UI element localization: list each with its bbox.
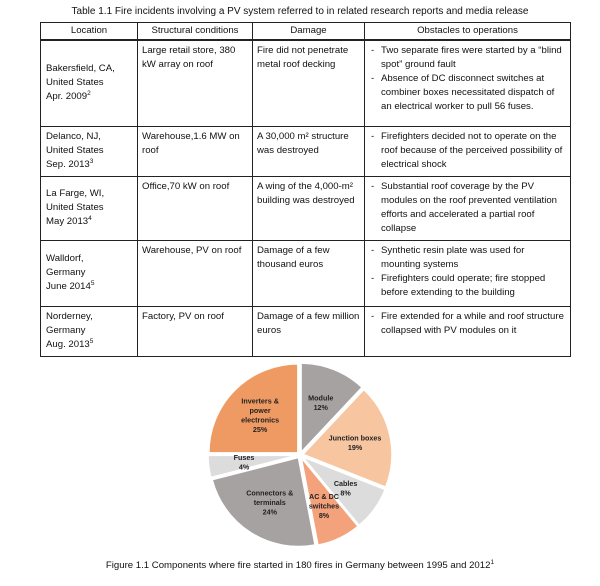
structure-cell: Large retail store, 380 kW array on roof bbox=[138, 40, 253, 126]
column-header-obstacles: Obstacles to operations bbox=[365, 23, 571, 41]
obstacles-cell bbox=[365, 176, 571, 240]
slice-value: 4% bbox=[238, 462, 250, 472]
slice-label-line: Fuses bbox=[233, 452, 255, 462]
location-cell bbox=[41, 306, 138, 356]
obstacles-cell bbox=[365, 306, 571, 356]
obstacle-item: - Two separate fires were started by a “blind spot” ground fault bbox=[369, 44, 566, 72]
location-line: La Farge, WI, bbox=[46, 188, 105, 199]
damage-cell: A wing of the 4,000-m² building was destroyed bbox=[253, 176, 365, 240]
slice-value: 8% bbox=[340, 488, 351, 498]
slice-label-line: switches bbox=[308, 501, 340, 511]
reference-number: 4 bbox=[88, 214, 92, 222]
structure-cell: Factory, PV on roof bbox=[138, 306, 253, 356]
figure-caption-ref: 1 bbox=[490, 558, 495, 566]
reference-number: 5 bbox=[89, 337, 94, 345]
obstacle-item: - Fire extended for a while and roof structure collapsed with PV modules on it bbox=[369, 310, 566, 338]
location-line: Apr. 2009 bbox=[46, 91, 88, 103]
location-line: Walldorf, bbox=[46, 253, 84, 264]
table-row bbox=[41, 126, 571, 176]
slice-value: 8% bbox=[318, 511, 330, 521]
table-row bbox=[41, 176, 571, 240]
table-row bbox=[41, 40, 571, 126]
obstacle-item: - Absence of DC disconnect switches at combiner boxes necessitated dispatch of an electrical worker to pull 56 fuses. bbox=[369, 72, 566, 114]
location-line: United States bbox=[46, 145, 104, 156]
figure-caption bbox=[0, 560, 600, 571]
reference-number: 3 bbox=[89, 157, 94, 165]
slice-label-line: Cables bbox=[333, 478, 358, 488]
slice-label-line: Module bbox=[308, 393, 334, 403]
location-line: United States bbox=[46, 202, 104, 213]
location-cell bbox=[41, 176, 138, 240]
location-line: United States bbox=[46, 77, 104, 89]
structure-cell: Office,70 kW on roof bbox=[138, 176, 253, 240]
figure-caption-text: Figure 1.1 Components where fire started in 180 fires in Germany between 1995 and 2012 bbox=[105, 560, 491, 571]
slice-label-line: AC & DC bbox=[309, 492, 339, 502]
structure-cell: Warehouse, PV on roof bbox=[138, 240, 253, 306]
table-header-row bbox=[41, 23, 571, 41]
obstacles-cell bbox=[365, 240, 571, 306]
damage-cell: A 30,000 m² structure was destroyed bbox=[253, 126, 365, 176]
slice-label-line: power bbox=[249, 405, 271, 415]
location-line: Delanco, NJ, bbox=[46, 131, 101, 142]
obstacle-item: - Firefighters could operate; fire stopped before extending to the building bbox=[369, 272, 566, 300]
obstacles-cell bbox=[365, 40, 571, 126]
obstacle-item: - Synthetic resin plate was used for mounting systems bbox=[369, 244, 566, 272]
obstacle-item: - Firefighters decided not to operate on the roof because of the perceived possibility of electrical shock bbox=[369, 130, 566, 172]
table-row bbox=[41, 306, 571, 356]
damage-cell: Damage of a few thousand euros bbox=[253, 240, 365, 306]
reference-number: 5 bbox=[90, 279, 95, 287]
location-cell bbox=[41, 240, 138, 306]
column-header-structural-conditions: Structural conditions bbox=[138, 23, 253, 41]
location-line: Bakersfield, CA, bbox=[46, 63, 115, 75]
location-line: May 2013 bbox=[46, 216, 89, 227]
structure-cell: Warehouse,1.6 MW on roof bbox=[138, 126, 253, 176]
location-line: Sep. 2013 bbox=[46, 159, 90, 170]
fire-origin-pie-chart bbox=[195, 364, 405, 546]
location-cell bbox=[41, 40, 138, 126]
slice-label-line: Junction boxes bbox=[328, 433, 382, 443]
slice-value: 24% bbox=[262, 507, 277, 517]
location-line: Germany bbox=[46, 325, 86, 336]
column-header-location: Location bbox=[41, 23, 138, 41]
slice-value: 12% bbox=[313, 402, 328, 412]
fire-incidents-table bbox=[40, 22, 571, 357]
table-caption: Table 1.1 Fire incidents involving a PV system referred to in related research reports and media release bbox=[71, 6, 529, 17]
obstacles-cell bbox=[365, 126, 571, 176]
damage-cell: Damage of a few million euros bbox=[253, 306, 365, 356]
location-line: Germany bbox=[46, 267, 86, 278]
slice-value: 25% bbox=[252, 424, 268, 434]
obstacle-item: - Substantial roof coverage by the PV modules on the roof prevented ventilation efforts and accelerated a partial roof collapse bbox=[369, 180, 566, 236]
location-line: June 2014 bbox=[46, 281, 91, 292]
slice-label-line: Connectors & bbox=[246, 488, 294, 498]
slice-label-line: electronics bbox=[241, 415, 280, 425]
table-row bbox=[41, 240, 571, 306]
slice-value: 19% bbox=[347, 442, 363, 452]
column-header-damage: Damage bbox=[253, 23, 365, 41]
damage-cell: Fire did not penetrate metal roof decking bbox=[253, 40, 365, 126]
slice-label-line: terminals bbox=[253, 498, 286, 508]
location-line: Norderney, bbox=[46, 311, 93, 322]
reference-number: 2 bbox=[87, 90, 91, 98]
location-cell bbox=[41, 126, 138, 176]
location-line: Aug. 2013 bbox=[46, 339, 90, 350]
slice-label-line: Inverters & bbox=[241, 396, 279, 406]
